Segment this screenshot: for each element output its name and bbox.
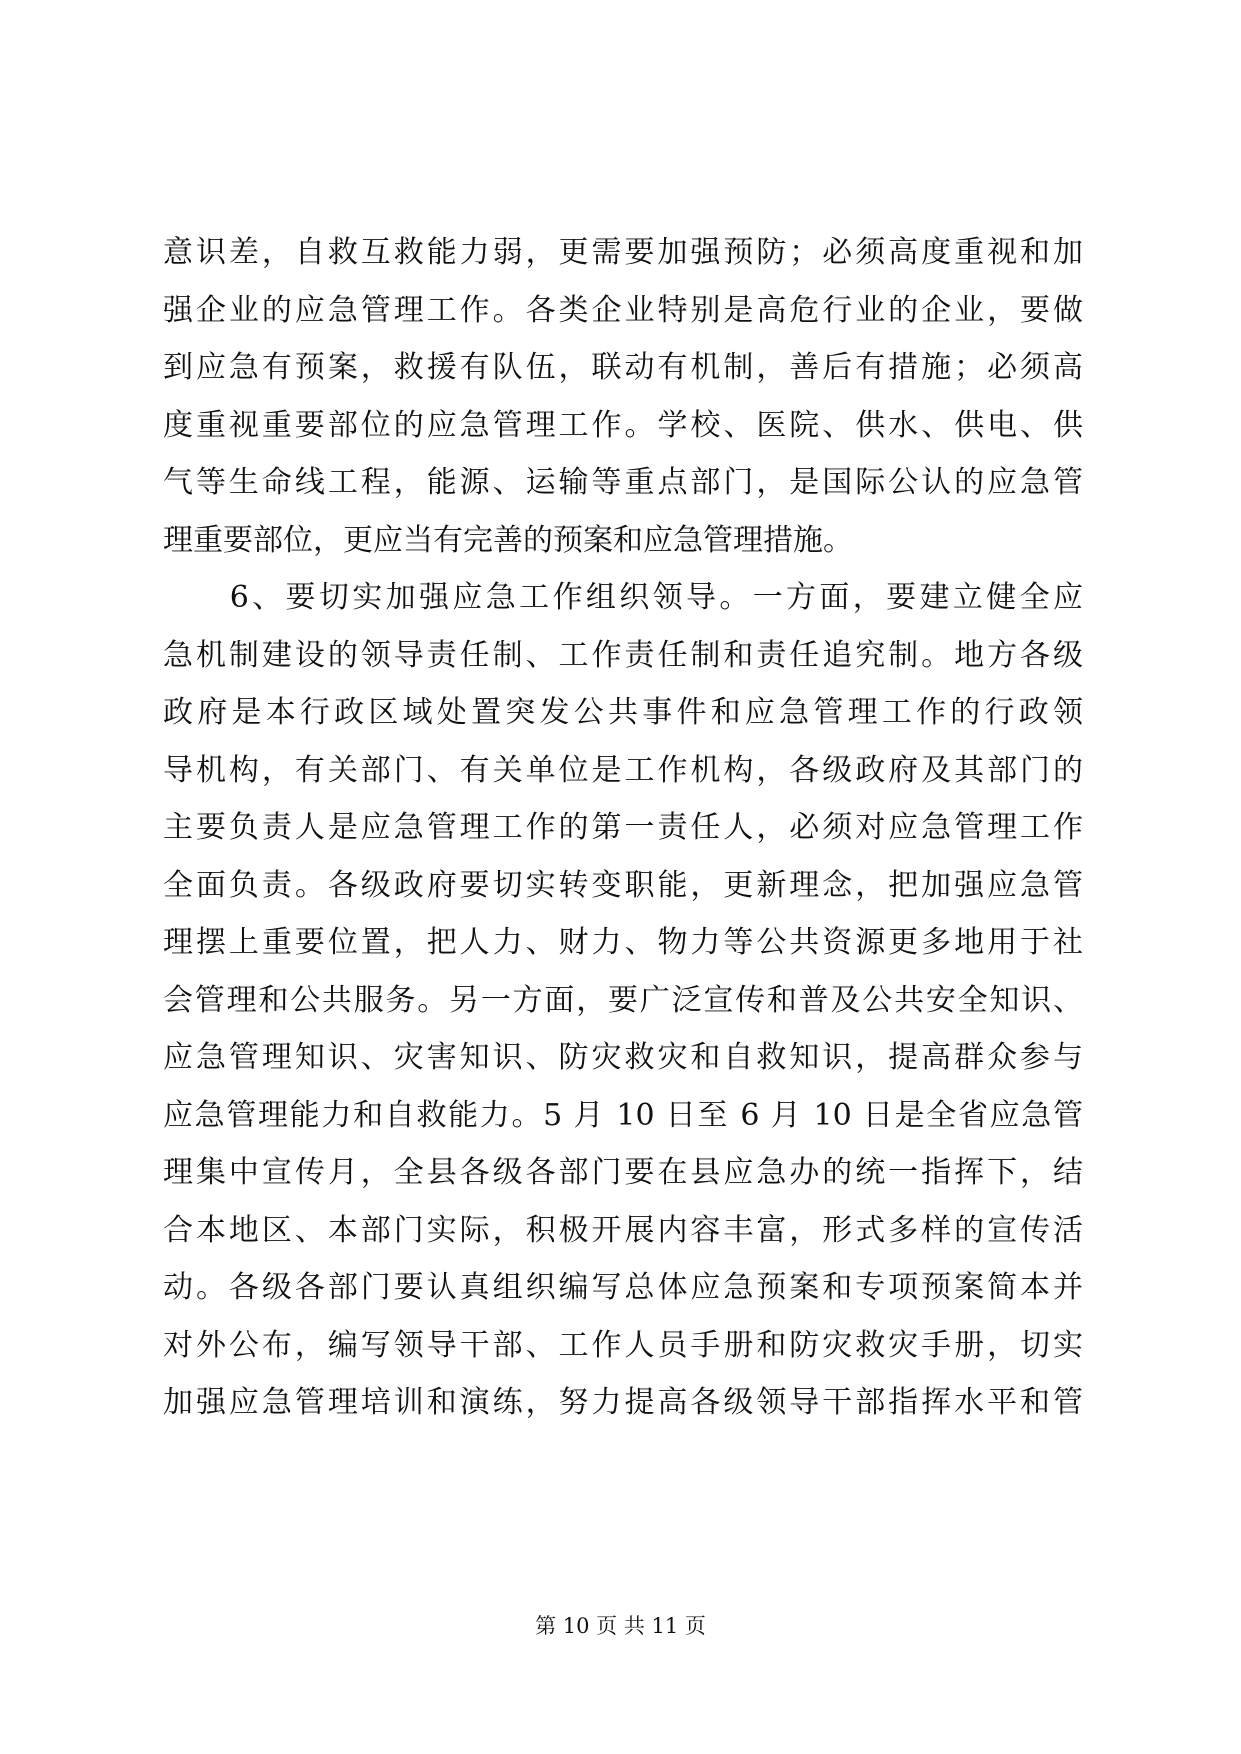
- text-line: 合本地区、本部门实际，积极开展内容丰富，形式多样的宣传活: [163, 1212, 1083, 1248]
- text-line: 理重要部位，更应当有完善的预案和应急管理措施。: [163, 522, 853, 558]
- text-line: 对外公布，编写领导干部、工作人员手册和防灾救灾手册，切实: [163, 1327, 1083, 1363]
- text-line: 应急管理能力和自救能力。5 月 10 日至 6 月 10 日是全省应急管: [163, 1097, 1083, 1133]
- page-number-footer: 第 10 页 共 11 页: [535, 1614, 706, 1638]
- text-line: 理集中宣传月，全县各级各部门要在县应急办的统一指挥下，结: [163, 1155, 1083, 1190]
- text-line: 度重视重要部位的应急管理工作。学校、医院、供水、供电、供: [163, 407, 1083, 443]
- text-line: 导机构，有关部门、有关单位是工作机构，各级政府及其部门的: [163, 752, 1083, 788]
- text-line: 急机制建设的领导责任制、工作责任制和责任追究制。地方各级: [163, 637, 1083, 673]
- text-line: 6、要切实加强应急工作组织领导。一方面，要建立健全应: [163, 580, 1083, 615]
- text-line: 理摆上重要位置，把人力、财力、物力等公共资源更多地用于社: [163, 925, 1083, 960]
- text-line: 全面负责。各级政府要切实转变职能，更新理念，把加强应急管: [163, 867, 1083, 903]
- text-line: 气等生命线工程，能源、运输等重点部门，是国际公认的应急管: [163, 465, 1083, 500]
- text-line: 意识差，自救互救能力弱，更需要加强预防；必须高度重视和加: [163, 235, 1083, 270]
- text-line: 应急管理知识、灾害知识、防灾救灾和自救知识，提高群众参与: [163, 1040, 1083, 1075]
- text-line: 政府是本行政区域处置突发公共事件和应急管理工作的行政领: [163, 695, 1083, 730]
- text-line: 加强应急管理培训和演练，努力提高各级领导干部指挥水平和管: [163, 1385, 1083, 1420]
- text-line: 会管理和公共服务。另一方面，要广泛宣传和普及公共安全知识、: [163, 982, 1083, 1018]
- text-line: 动。各级各部门要认真组织编写总体应急预案和专项预案简本并: [163, 1270, 1083, 1305]
- text-line: 强企业的应急管理工作。各类企业特别是高危行业的企业，要做: [163, 292, 1083, 328]
- text-line: 到应急有预案，救援有队伍，联动有机制，善后有措施；必须高: [163, 350, 1083, 385]
- body-text: [163, 224, 1083, 1432]
- text-line: 主要负责人是应急管理工作的第一责任人，必须对应急管理工作: [163, 810, 1083, 845]
